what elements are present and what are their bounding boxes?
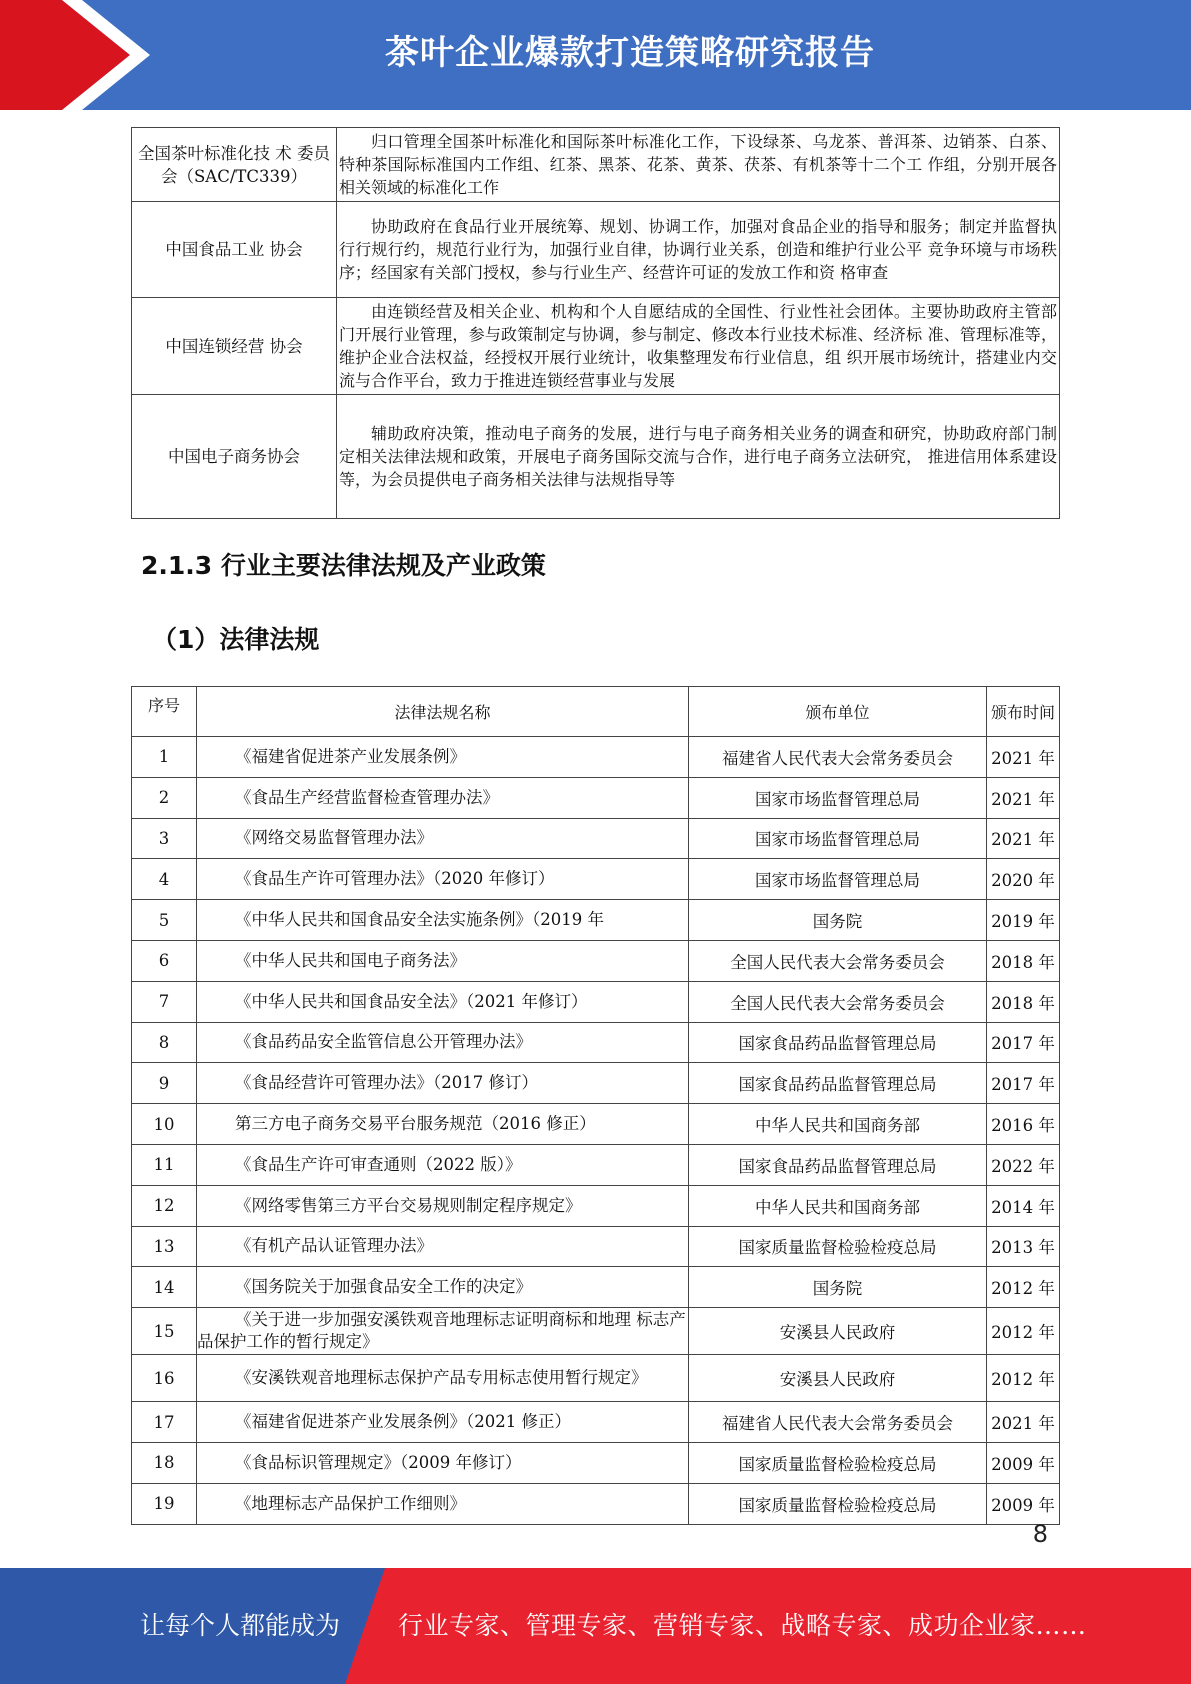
index-cell: 4 <box>132 859 197 900</box>
index-cell: 9 <box>132 1063 197 1104</box>
issuing-body-cell: 福建省人民代表大会常务委员会 <box>689 1402 987 1443</box>
table-row <box>132 859 1060 900</box>
org-name-cell: 中国连锁经营 协会 <box>132 298 337 395</box>
table-row <box>132 981 1060 1022</box>
law-name-cell: 《安溪铁观音地理标志保护产品专用标志使用暂行规定》 <box>197 1355 689 1402</box>
table-row <box>132 1355 1060 1402</box>
index-cell: 17 <box>132 1402 197 1443</box>
issue-year-cell: 2016 年 <box>987 1104 1060 1145</box>
page-header <box>0 0 1191 110</box>
page-footer <box>0 1568 1191 1684</box>
issuing-body-cell: 国家质量监督检验检疫总局 <box>689 1442 987 1483</box>
index-cell: 11 <box>132 1144 197 1185</box>
org-description-cell: 辅助政府决策，推动电子商务的发展，进行与电子商务相关业务的调查和研究，协助政府部门制定相关法律法规和政策，开展电子商务国际交流与合作，进行电子商务立法研究， 推进信用体系建设等，为会员提供电子商务相关法律与法规指导等 <box>337 395 1060 519</box>
table-row <box>132 1022 1060 1063</box>
table-row <box>132 1185 1060 1226</box>
issue-year-cell: 2021 年 <box>987 777 1060 818</box>
issue-year-cell: 2009 年 <box>987 1483 1060 1524</box>
index-cell: 10 <box>132 1104 197 1145</box>
table-row <box>132 818 1060 859</box>
law-name-cell: 《中华人民共和国食品安全法实施条例》（2019 年 <box>197 900 689 941</box>
header-index: 序号 <box>132 687 197 737</box>
footer-slogan-roles: 行业专家、管理专家、营销专家、战略专家、成功企业家…… <box>398 1611 1087 1640</box>
issue-year-cell: 2017 年 <box>987 1063 1060 1104</box>
table-row <box>132 1442 1060 1483</box>
issuing-body-cell: 国务院 <box>689 900 987 941</box>
table-row <box>132 1226 1060 1267</box>
index-cell: 7 <box>132 981 197 1022</box>
index-cell: 12 <box>132 1185 197 1226</box>
table-row <box>132 1267 1060 1308</box>
law-name-cell: 《食品生产许可管理办法》（2020 年修订） <box>197 859 689 900</box>
industry-association-table <box>131 127 1060 519</box>
index-cell: 15 <box>132 1308 197 1355</box>
index-cell: 6 <box>132 940 197 981</box>
issuing-body-cell: 国家食品药品监督管理总局 <box>689 1063 987 1104</box>
section-heading: 2.1.3 行业主要法律法规及产业政策 <box>141 551 546 580</box>
org-description-cell: 归口管理全国茶叶标准化和国际茶叶标准化工作，下设绿茶、乌龙茶、普洱茶、边销茶、白茶、特种茶国际标准国内工作组、红茶、黑茶、花茶、黄茶、茯茶、有机茶等十二个工 作组，分别开展各相关领域的标准化工作 <box>337 128 1060 202</box>
issuing-body-cell: 国家质量监督检验检疫总局 <box>689 1483 987 1524</box>
issuing-body-cell: 中华人民共和国商务部 <box>689 1104 987 1145</box>
index-cell: 2 <box>132 777 197 818</box>
subsection-heading: （1）法律法规 <box>152 625 320 654</box>
index-cell: 19 <box>132 1483 197 1524</box>
index-cell: 18 <box>132 1442 197 1483</box>
issue-year-cell: 2012 年 <box>987 1267 1060 1308</box>
issuing-body-cell: 安溪县人民政府 <box>689 1308 987 1355</box>
law-name-cell: 《中华人民共和国电子商务法》 <box>197 940 689 981</box>
org-description-cell: 协助政府在食品行业开展统筹、规划、协调工作，加强对食品企业的指导和服务；制定并监督执行行规行约，规范行业行为，加强行业自律，协调行业关系，创造和维护行业公平 竞争环境与市场秩序；经国家有关部门授权，参与行业生产、经营许可证的发放工作和资 格审查 <box>337 202 1060 298</box>
table-row <box>132 940 1060 981</box>
footer-slogan-lead: 让每个人都能成为 <box>140 1611 341 1640</box>
issuing-body-cell: 中华人民共和国商务部 <box>689 1185 987 1226</box>
table-row <box>132 128 1060 202</box>
issue-year-cell: 2018 年 <box>987 981 1060 1022</box>
header-issue-year: 颁布时间 <box>987 687 1060 737</box>
law-name-cell: 《有机产品认证管理办法》 <box>197 1226 689 1267</box>
table-row <box>132 1063 1060 1104</box>
index-cell: 3 <box>132 818 197 859</box>
law-name-cell: 《网络交易监督管理办法》 <box>197 818 689 859</box>
org-name-cell: 全国茶叶标准化技 术 委员会（SAC/TC339） <box>132 128 337 202</box>
header-issuing-body: 颁布单位 <box>689 687 987 737</box>
issuing-body-cell: 国家市场监督管理总局 <box>689 859 987 900</box>
org-description-cell: 由连锁经营及相关企业、机构和个人自愿结成的全国性、行业性社会团体。主要协助政府主管部门开展行业管理，参与政策制定与协调，参与制定、修改本行业技术标准、经济标 准、管理标准等，维护企业合法权益，经授权开展行业统计，收集整理发布行业信息，组 织开展市场统计，搭建业内交流与合作平台，致力于推进连锁经营事业与发展 <box>337 298 1060 395</box>
issue-year-cell: 2018 年 <box>987 940 1060 981</box>
law-name-cell: 《地理标志产品保护工作细则》 <box>197 1483 689 1524</box>
law-name-cell: 《国务院关于加强食品安全工作的决定》 <box>197 1267 689 1308</box>
table-row <box>132 1104 1060 1145</box>
issue-year-cell: 2017 年 <box>987 1022 1060 1063</box>
issue-year-cell: 2014 年 <box>987 1185 1060 1226</box>
table-header-row <box>132 687 1060 737</box>
table-row <box>132 1483 1060 1524</box>
law-name-cell: 《福建省促进茶产业发展条例》（2021 修正） <box>197 1402 689 1443</box>
law-name-cell: 《网络零售第三方平台交易规则制定程序规定》 <box>197 1185 689 1226</box>
law-name-cell: 《食品生产许可审查通则（2022 版）》 <box>197 1144 689 1185</box>
table-row <box>132 737 1060 778</box>
issue-year-cell: 2021 年 <box>987 818 1060 859</box>
report-title: 茶叶企业爆款打造策略研究报告 <box>385 33 875 73</box>
table-row <box>132 395 1060 519</box>
index-cell: 5 <box>132 900 197 941</box>
index-cell: 14 <box>132 1267 197 1308</box>
issuing-body-cell: 福建省人民代表大会常务委员会 <box>689 737 987 778</box>
law-name-cell: 《食品生产经营监督检查管理办法》 <box>197 777 689 818</box>
issue-year-cell: 2013 年 <box>987 1226 1060 1267</box>
table-row <box>132 298 1060 395</box>
issuing-body-cell: 全国人民代表大会常务委员会 <box>689 940 987 981</box>
table-row <box>132 777 1060 818</box>
law-name-cell: 第三方电子商务交易平台服务规范（2016 修正） <box>197 1104 689 1145</box>
index-cell: 13 <box>132 1226 197 1267</box>
issuing-body-cell: 国家市场监督管理总局 <box>689 818 987 859</box>
law-name-cell: 《中华人民共和国食品安全法》（2021 年修订） <box>197 981 689 1022</box>
issuing-body-cell: 安溪县人民政府 <box>689 1355 987 1402</box>
issue-year-cell: 2022 年 <box>987 1144 1060 1185</box>
issue-year-cell: 2020 年 <box>987 859 1060 900</box>
law-name-cell: 《关于进一步加强安溪铁观音地理标志证明商标和地理 标志产品保护工作的暂行规定》 <box>197 1308 689 1355</box>
issuing-body-cell: 国家质量监督检验检疫总局 <box>689 1226 987 1267</box>
issue-year-cell: 2009 年 <box>987 1442 1060 1483</box>
page-number: 8 <box>1032 1520 1048 1548</box>
issue-year-cell: 2021 年 <box>987 1402 1060 1443</box>
issue-year-cell: 2012 年 <box>987 1308 1060 1355</box>
table-row <box>132 1144 1060 1185</box>
header-law-name: 法律法规名称 <box>197 687 689 737</box>
issuing-body-cell: 国家食品药品监督管理总局 <box>689 1144 987 1185</box>
index-cell: 8 <box>132 1022 197 1063</box>
issuing-body-cell: 国务院 <box>689 1267 987 1308</box>
table-row <box>132 202 1060 298</box>
table-row <box>132 1402 1060 1443</box>
issuing-body-cell: 国家市场监督管理总局 <box>689 777 987 818</box>
issue-year-cell: 2021 年 <box>987 737 1060 778</box>
table-row <box>132 1308 1060 1355</box>
law-name-cell: 《食品经营许可管理办法》（2017 修订） <box>197 1063 689 1104</box>
law-name-cell: 《食品药品安全监管信息公开管理办法》 <box>197 1022 689 1063</box>
issuing-body-cell: 全国人民代表大会常务委员会 <box>689 981 987 1022</box>
issue-year-cell: 2012 年 <box>987 1355 1060 1402</box>
index-cell: 1 <box>132 737 197 778</box>
law-name-cell: 《食品标识管理规定》（2009 年修订） <box>197 1442 689 1483</box>
org-name-cell: 中国电子商务协会 <box>132 395 337 519</box>
issuing-body-cell: 国家食品药品监督管理总局 <box>689 1022 987 1063</box>
org-name-cell: 中国食品工业 协会 <box>132 202 337 298</box>
law-regulation-table <box>131 686 1060 1525</box>
law-name-cell: 《福建省促进茶产业发展条例》 <box>197 737 689 778</box>
index-cell: 16 <box>132 1355 197 1402</box>
table-row <box>132 900 1060 941</box>
issue-year-cell: 2019 年 <box>987 900 1060 941</box>
